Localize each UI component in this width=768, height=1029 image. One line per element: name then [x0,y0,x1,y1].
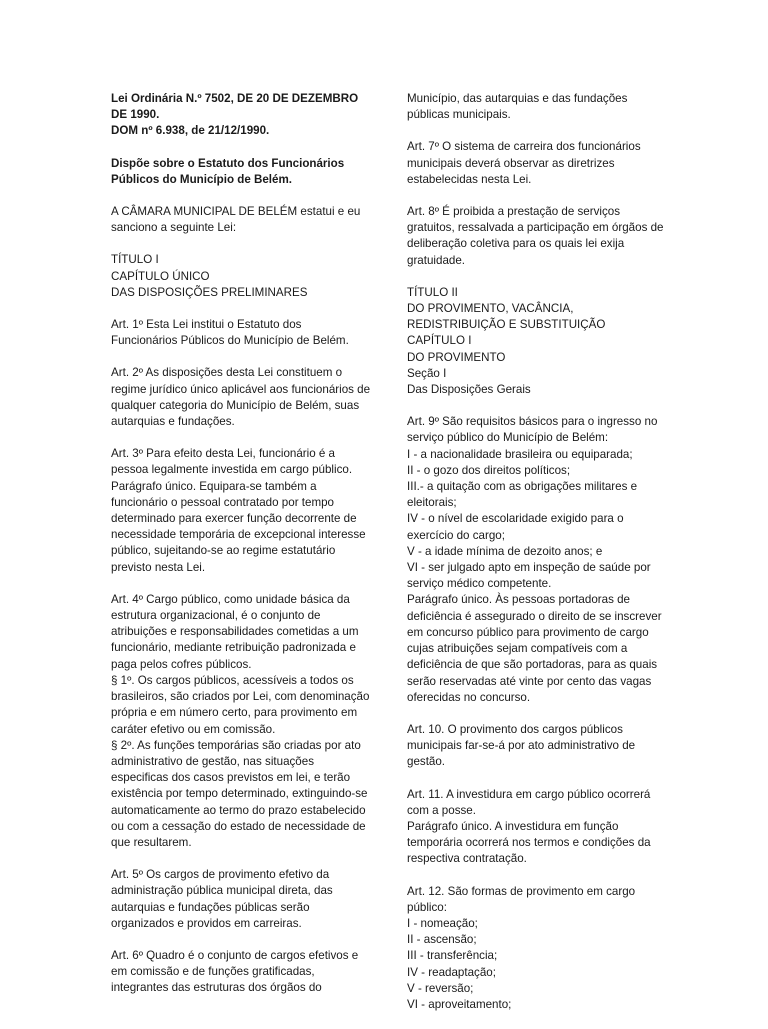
article-1: Art. 1º Esta Lei institui o Estatuto dos Funcionários Públicos do Município de Belém. [111,318,349,348]
article-6: Art. 6º Quadro é o conjunto de cargos efetivos e em comissão e de funções gratificadas, integrantes das estruturas dos órgãos do [111,948,359,995]
article-8: Art. 8º É proibida a prestação de serviços gratuitos, ressalvada a participação em órgãos de deliberação coletiva para os quais lei exija gratuidade. [407,205,664,267]
title-i-heading: TÍTULO I CAPÍTULO ÚNICO DAS DISPOSIÇÕES PRELIMINARES [111,253,308,299]
article-3: Art. 3º Para efeito desta Lei, funcionário é a pessoa legalmente investida em cargo público. Parágrafo único. Equipara-se também a funcionário o pessoal contratado por tempo determinado para exercer função decorrente de necessidade temporária de excepcional interesse público, sujeitando-se ao regime estatutário previsto nesta Lei. [111,447,366,574]
article-2: Art. 2º As disposições desta Lei constituem o regime jurídico único aplicável aos funcionários de qualquer categoria do Município de Belém, suas autarquias e fundações. [111,366,371,429]
article-9: Art. 9º São requisitos básicos para o ingresso no serviço público do Município de Belém: I - a nacionalidade brasileira ou equiparada; II - o gozo dos direitos políticos; III.- a quitação com as obrigações militares e eleitorais; IV - o nível de escolaridade exigido para o exercício do cargo; V - a idade mínima de dezoito anos; e VI - ser julgado apto em inspeção de saúde por serviço médico competente. Parágrafo único. Às pessoas portadoras de deficiência é assegurado o direito de se inscrever em concurso público para provimento de cargo cujas atribuições sejam compatíveis com a deficiência de que são portadoras, para as quais serão reservadas até vinte por cento das vagas oferecidas no concurso. [407,415,662,704]
law-summary: Dispõe sobre o Estatuto dos Funcionários Públicos do Município de Belém. [111,156,345,186]
article-7: Art. 7º O sistema de carreira dos funcionários municipais deverá observar as diretrizes estabelecidas nesta Lei. [407,140,641,186]
article-11: Art. 11. A investidura em cargo público ocorrerá com a posse. Parágrafo único. A investidura em função temporária ocorrerá nos termos e condições da respectiva contratação. [407,787,651,866]
article-6-continued: Município, das autarquias e das fundações públicas municipais. [407,92,628,122]
article-10: Art. 10. O provimento dos cargos públicos municipais far-se-á por ato administrativo de gestão. [407,722,636,769]
title-ii-heading: TÍTULO II DO PROVIMENTO, VACÂNCIA, REDISTRIBUIÇÃO E SUBSTITUIÇÃO CAPÍTULO I DO PROVIMENTO Seção I Das Disposições Gerais [407,285,606,397]
article-5: Art. 5º Os cargos de provimento efetivo da administração pública municipal direta, das autarquias e fundações públicas serão organizados e providos em carreiras. [111,868,333,930]
left-column [111,91,371,1013]
enactment-clause: A CÂMARA MUNICIPAL DE BELÉM estatui e eu sanciono a seguinte Lei: [111,205,361,235]
law-header: Lei Ordinária N.º 7502, DE 20 DE DEZEMBRO DE 1990. DOM nº 6.938, de 21/12/1990. [111,92,359,138]
right-column [407,91,669,1029]
article-12: Art. 12. São formas de provimento em cargo público: I - nomeação; II - ascensão; III - transferência; IV - readaptação; V - reversão; VI - aproveitamento; [407,884,636,1011]
article-4: Art. 4º Cargo público, como unidade básica da estrutura organizacional, é o conjunto de atribuições e responsabilidades cometidas a um funcionário, mediante retribuição padronizada e paga pelos cofres públicos. § 1º. Os cargos públicos, acessíveis a todos os brasileiros, são criados por Lei, com denominação própria e em número certo, para provimento em caráter efetivo ou em comissão. § 2º. As funções temporárias são criadas por ato administrativo de gestão, nas situações especificas dos casos previstos em lei, e terão existência por tempo determinado, extinguindo-se automaticamente ao termo do prazo estabelecido ou com a cessação do estado de necessidade de que resultarem. [111,592,370,849]
